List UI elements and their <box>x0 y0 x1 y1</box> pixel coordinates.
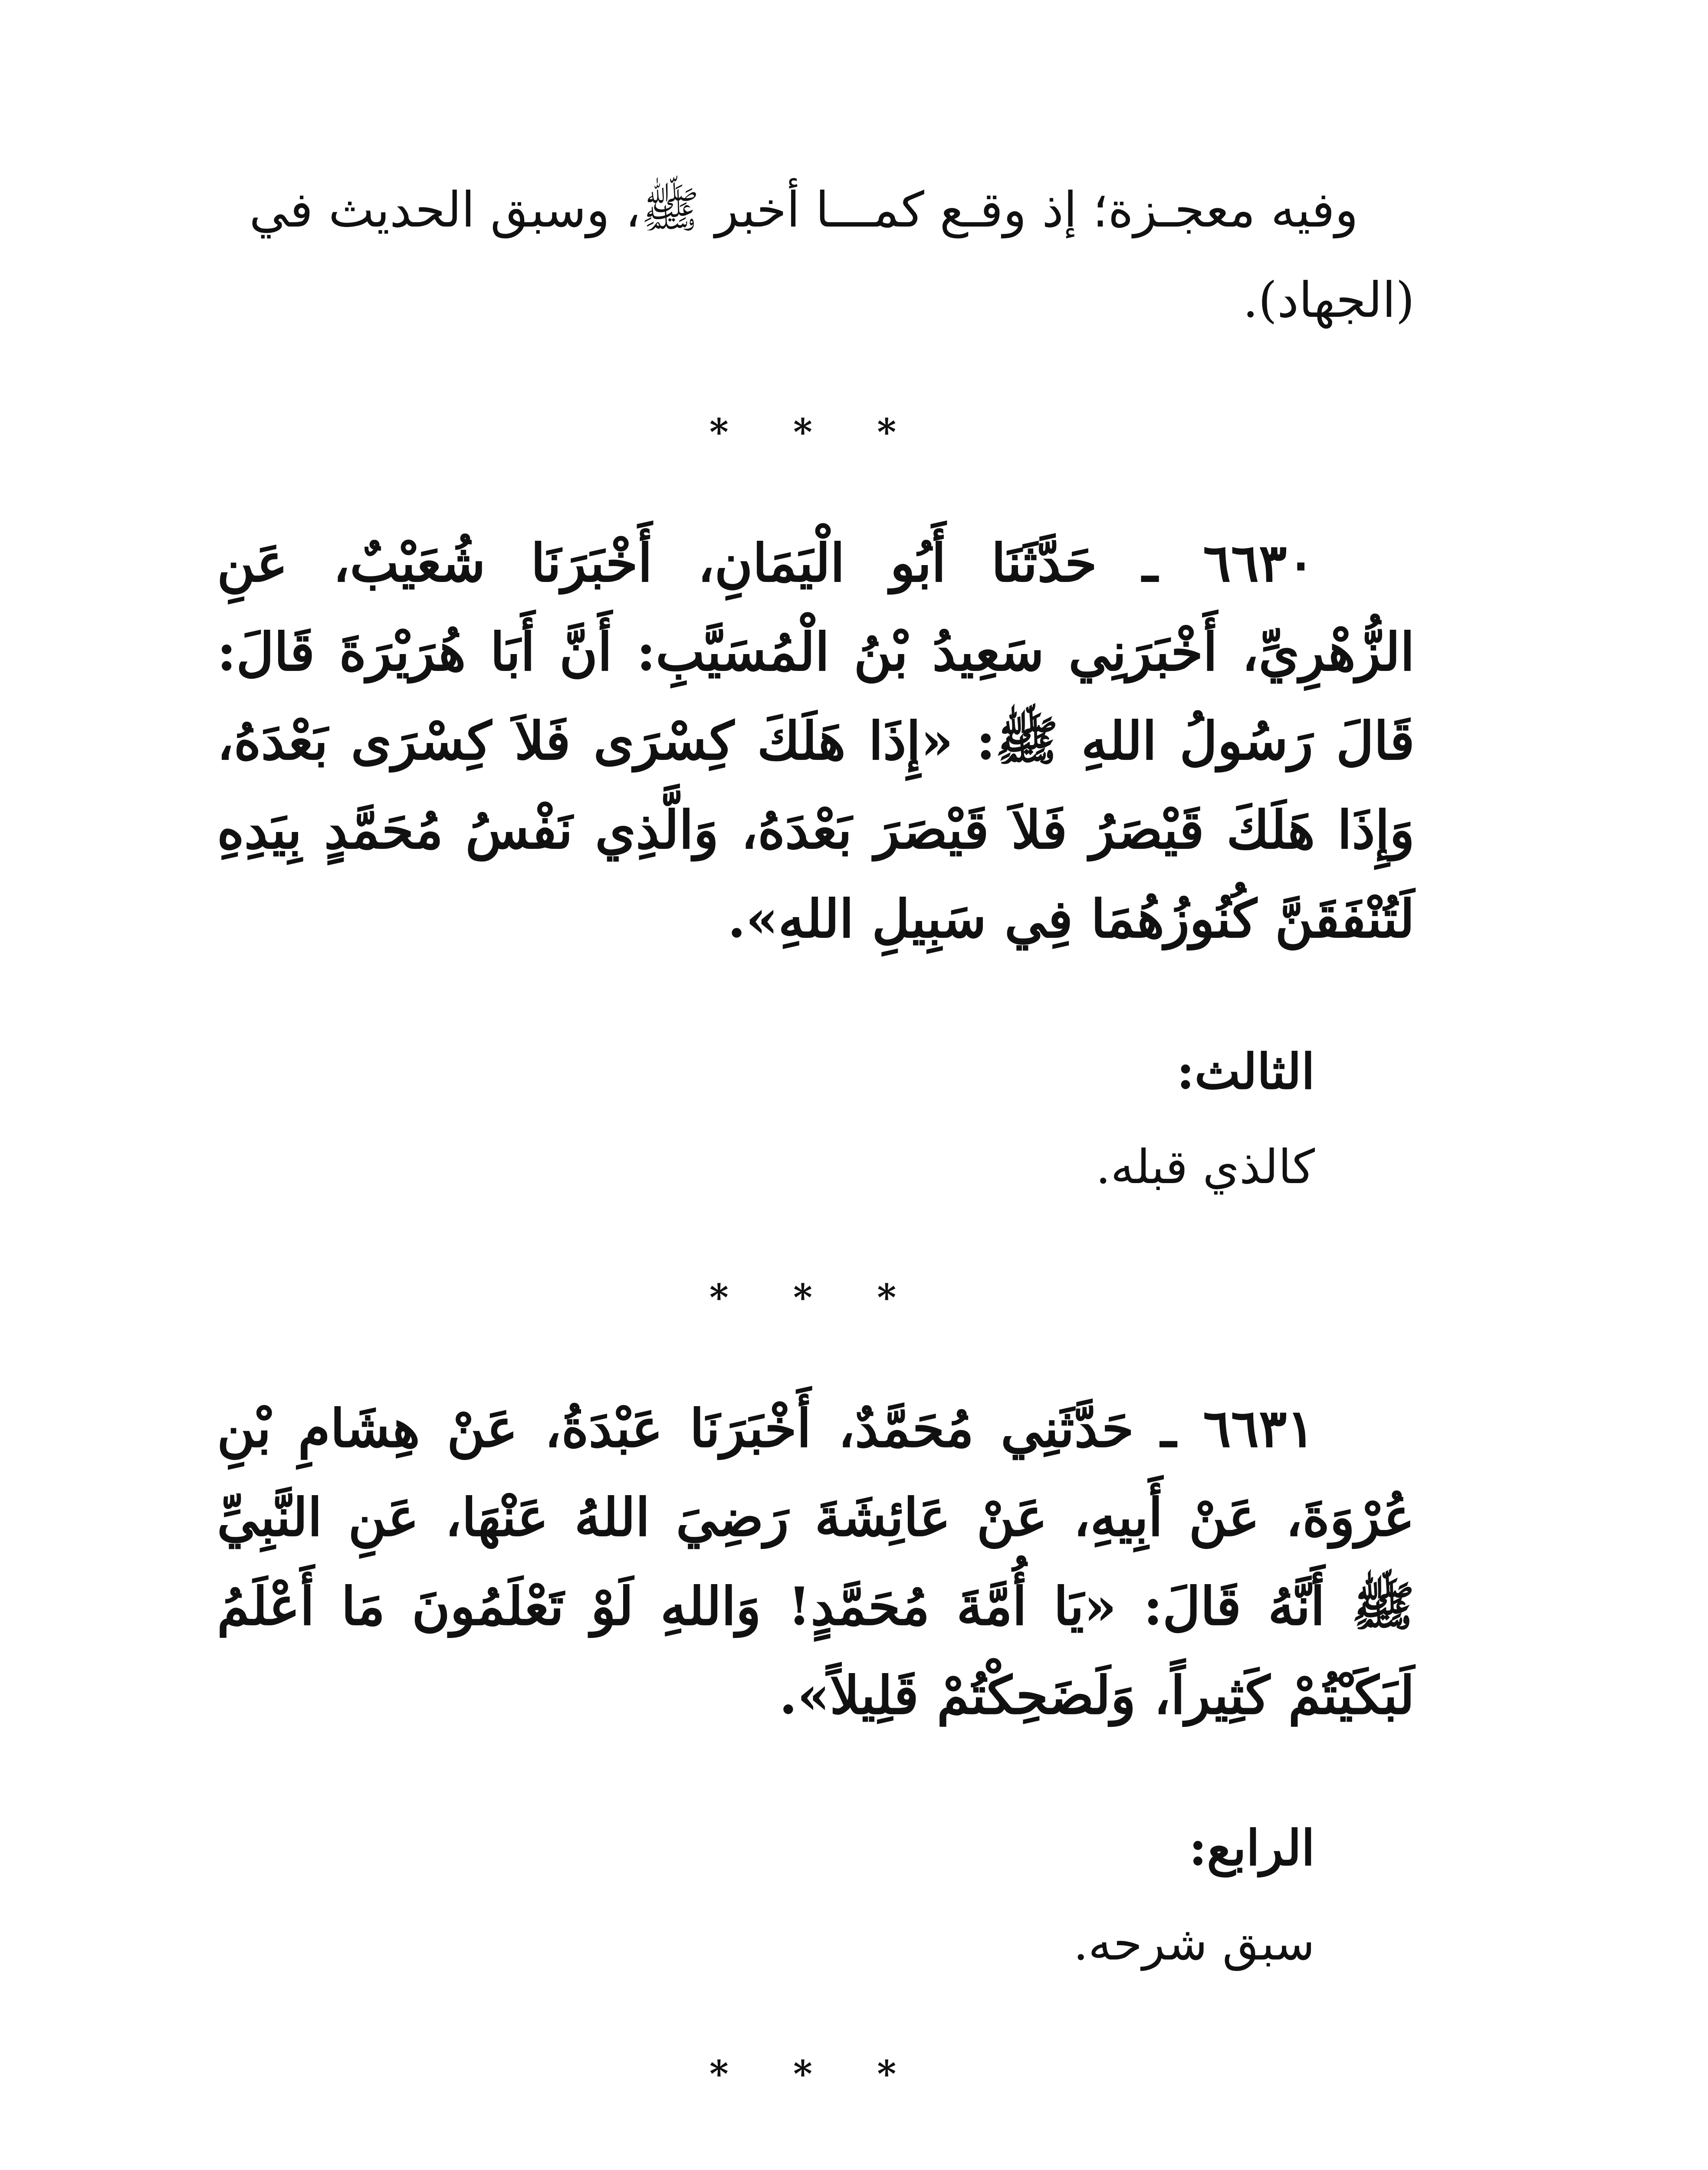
hadith-6632 <box>217 2160 1415 2170</box>
hadith-6631: ٦٦٣١ ـ حَدَّثَنِي مُحَمَّدٌ، أَخْبَرَنَا عَبْدَةُ، عَنْ هِشَامِ بْنِ عُرْوَةَ، عَنْ أَبِيهِ، عَنْ عَائِشَةَ رَضِيَ اللهُ عَنْهَا، عَنِ النَّبِيِّ ﷺ أَنَّهُ قَالَ: «يَا أُمَّةَ مُحَمَّدٍ! وَاللهِ لَوْ تَعْلَمُونَ مَا أَعْلَمُ لَبَكَيْتُمْ كَثِيراً، وَلَضَحِكْتُمْ قَلِيلاً». <box>217 1398 1415 1726</box>
note-fourth: سبق شرحه. <box>1073 1917 1315 1971</box>
hadith-6630: ٦٦٣٠ ـ حَدَّثَنَا أَبُو الْيَمَانِ، أَخْبَرَنَا شُعَيْبٌ، عَنِ الزُّهْرِيِّ، أَخْبَرَنِي سَعِيدُ بْنُ الْمُسَيَّبِ: أَنَّ أَبَا هُرَيْرَةَ قَالَ: قَالَ رَسُولُ اللهِ ﷺ: «إِذَا هَلَكَ كِسْرَى فَلاَ كِسْرَى بَعْدَهُ، وَإِذَا هَلَكَ قَيْصَرُ فَلاَ قَيْصَرَ بَعْدَهُ، وَالَّذِي نَفْسُ مُحَمَّدٍ بِيَدِهِ لَتُنْفَقَنَّ كُنُوزُهُمَا فِي سَبِيلِ اللهِ». <box>217 533 1415 950</box>
section-separator: * * * <box>709 1276 923 1319</box>
intro-line-1: وفيه معجـزة؛ إذ وقـع كمـــا أخبر ﷺ، وسبق الحديث في <box>249 182 1358 238</box>
section-separator: * * * <box>709 411 923 454</box>
note-third: كالذي قبله. <box>1096 1140 1315 1194</box>
page-body <box>217 165 1415 2170</box>
heading-third: الثالث: <box>1176 1043 1315 1100</box>
heading-fourth: الرابع: <box>1189 1820 1315 1877</box>
intro-line-2: (الجهاد). <box>1242 272 1415 329</box>
section-separator: * * * <box>709 2052 923 2095</box>
